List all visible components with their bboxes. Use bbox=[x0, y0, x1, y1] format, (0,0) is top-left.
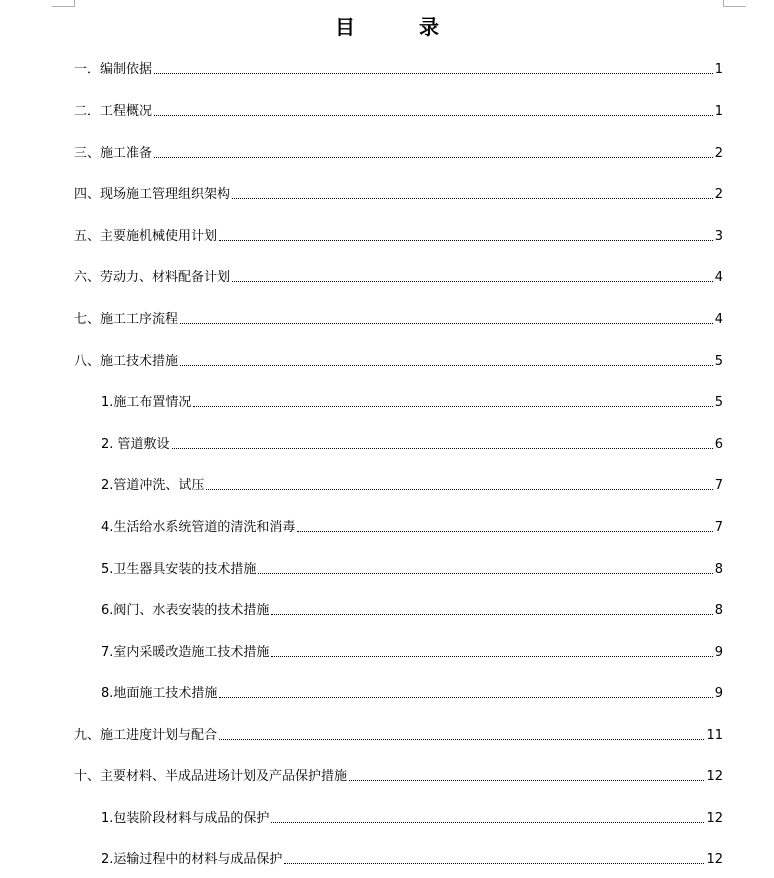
toc-entry-label: 6.阀门、水表安装的技术措施 bbox=[101, 603, 270, 618]
toc-leader-dots bbox=[271, 656, 712, 657]
toc-entry[interactable] bbox=[101, 848, 723, 868]
toc-entry-label: 一．编制依据 bbox=[74, 62, 153, 77]
toc-entry[interactable] bbox=[74, 225, 723, 245]
toc-leader-dots bbox=[232, 198, 713, 199]
toc-entry-page: 2 bbox=[714, 146, 723, 161]
toc-entry-label: 2.管道冲洗、试压 bbox=[101, 478, 205, 493]
toc-entry[interactable] bbox=[101, 391, 723, 411]
toc-entry[interactable] bbox=[74, 266, 723, 286]
toc-entry-label: 2.运输过程中的材料与成品保护 bbox=[101, 852, 283, 867]
toc-title: 目 录 bbox=[335, 15, 461, 39]
toc-leader-dots bbox=[284, 863, 704, 864]
toc-entry[interactable] bbox=[101, 558, 723, 578]
toc-entry[interactable] bbox=[101, 682, 723, 702]
toc-leader-dots bbox=[154, 115, 713, 116]
toc-entry-label: 2. 管道敷设 bbox=[101, 437, 170, 452]
toc-entry[interactable] bbox=[74, 100, 723, 120]
toc-entry-label: 八、施工技术措施 bbox=[74, 354, 179, 369]
toc-leader-dots bbox=[271, 614, 712, 615]
toc-entry-label: 七、施工工序流程 bbox=[74, 312, 179, 327]
toc-entry-page: 7 bbox=[714, 478, 723, 493]
toc-entry[interactable] bbox=[101, 516, 723, 536]
toc-entry-label: 8.地面施工技术措施 bbox=[101, 686, 218, 701]
toc-entry[interactable] bbox=[74, 183, 723, 203]
toc-entry-label: 九、施工进度计划与配合 bbox=[74, 728, 218, 743]
toc-entry[interactable] bbox=[101, 433, 723, 453]
toc-entry-label: 1.施工布置情况 bbox=[101, 395, 192, 410]
toc-leader-dots bbox=[232, 281, 713, 282]
toc-entry-label: 7.室内采暖改造施工技术措施 bbox=[101, 645, 270, 660]
toc-entry-label: 四、现场施工管理组织架构 bbox=[74, 187, 231, 202]
toc-entry[interactable] bbox=[101, 474, 723, 494]
toc-entry[interactable] bbox=[74, 765, 723, 785]
toc-leader-dots bbox=[297, 531, 712, 532]
toc-leader-dots bbox=[219, 739, 704, 740]
toc-entry[interactable] bbox=[101, 641, 723, 661]
toc-leader-dots bbox=[193, 406, 712, 407]
toc-entry-label: 1.包装阶段材料与成品的保护 bbox=[101, 811, 270, 826]
toc-entry-page: 3 bbox=[714, 229, 723, 244]
toc-leader-dots bbox=[219, 697, 712, 698]
toc-entry-label: 二．工程概况 bbox=[74, 104, 153, 119]
toc-entry[interactable] bbox=[101, 807, 723, 827]
toc-entry-page: 1 bbox=[714, 104, 723, 119]
toc-entry-page: 12 bbox=[706, 852, 723, 867]
toc-leader-dots bbox=[180, 365, 713, 366]
toc-leader-dots bbox=[258, 573, 712, 574]
toc-entry-label: 六、劳动力、材料配备计划 bbox=[74, 270, 231, 285]
toc-leader-dots bbox=[271, 822, 704, 823]
toc-entry-page: 7 bbox=[714, 520, 723, 535]
toc-entry[interactable] bbox=[74, 142, 723, 162]
toc-leader-dots bbox=[180, 323, 713, 324]
toc-entry-page: 5 bbox=[714, 395, 723, 410]
toc-entry-page: 1 bbox=[714, 62, 723, 77]
toc-leader-dots bbox=[154, 157, 713, 158]
toc-leader-dots bbox=[206, 489, 712, 490]
toc-entry-label: 十、主要材料、半成品进场计划及产品保护措施 bbox=[74, 769, 348, 784]
toc-entry-page: 9 bbox=[714, 645, 723, 660]
toc-entry-label: 五、主要施机械使用计划 bbox=[74, 229, 218, 244]
toc-entry[interactable] bbox=[74, 724, 723, 744]
toc-leader-dots bbox=[219, 240, 713, 241]
toc-entry[interactable] bbox=[101, 599, 723, 619]
toc-entry-label: 三、施工准备 bbox=[74, 146, 153, 161]
toc-entry-page: 4 bbox=[714, 270, 723, 285]
toc-entry-page: 2 bbox=[714, 187, 723, 202]
toc-entry-label: 4.生活给水系统管道的清洗和消毒 bbox=[101, 520, 296, 535]
toc-entry-label: 5.卫生器具安装的技术措施 bbox=[101, 562, 257, 577]
toc-entry-page: 11 bbox=[706, 728, 723, 743]
toc-entry-page: 6 bbox=[714, 437, 723, 452]
toc-entry[interactable] bbox=[74, 308, 723, 328]
toc-entry-page: 12 bbox=[706, 811, 723, 826]
toc-entry-page: 8 bbox=[714, 603, 723, 618]
toc-entry-page: 9 bbox=[714, 686, 723, 701]
toc-leader-dots bbox=[154, 73, 713, 74]
toc-entry[interactable] bbox=[74, 350, 723, 370]
toc-entry-page: 5 bbox=[714, 354, 723, 369]
toc-entry-page: 8 bbox=[714, 562, 723, 577]
toc-leader-dots bbox=[349, 780, 704, 781]
toc-entry-page: 12 bbox=[706, 769, 723, 784]
toc-leader-dots bbox=[172, 448, 713, 449]
toc-entry-page: 4 bbox=[714, 312, 723, 327]
toc-entry[interactable] bbox=[74, 58, 723, 78]
